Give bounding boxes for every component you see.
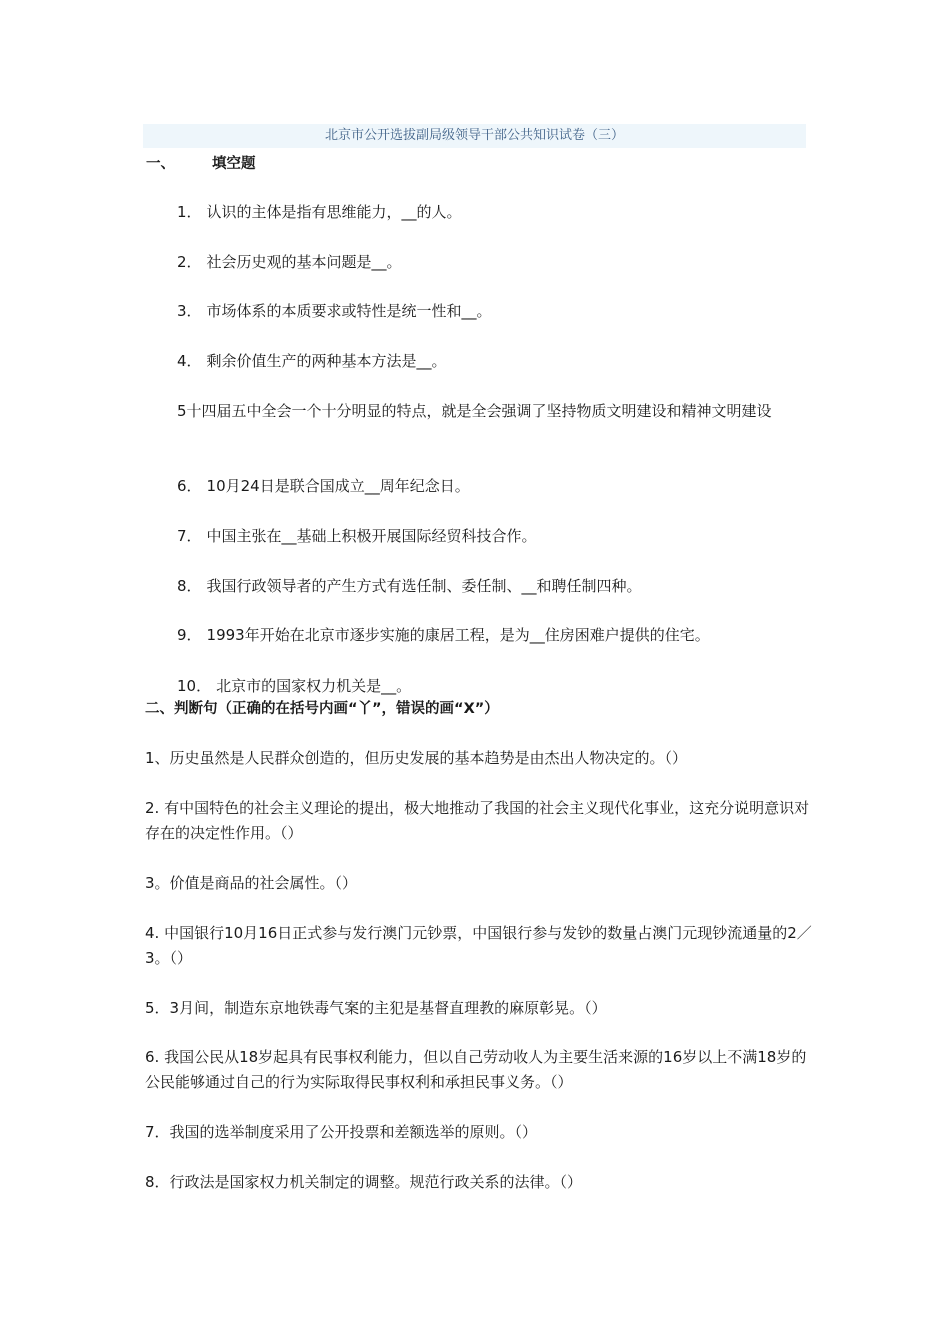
- question-text: 我国行政领导者的产生方式有选任制、委任制、__和聘任制四种。: [206, 577, 642, 595]
- fill-question-7: [177, 524, 817, 549]
- fill-question-9: [177, 623, 817, 648]
- question-number: 1．: [177, 203, 202, 221]
- judge-question-2: 2. 有中国特色的社会主义理论的提出，极大地推动了我国的社会主义现代化事业，这充分说明意识对存在的决定性作用。（）: [145, 799, 810, 842]
- question-number: 3．: [177, 302, 202, 320]
- fill-question-1: [177, 200, 817, 225]
- question-text: 10月24日是联合国成立__周年纪念日。: [206, 477, 470, 495]
- question-text: 剩余价值生产的两种基本方法是__。: [206, 352, 447, 370]
- judge-question-6: 6. 我国公民从18岁起具有民事权利能力，但以自己劳动收人为主要生活来源的16岁以上不满18岁的公民能够通过自己的行为实际取得民事权利和承担民事义务。（）: [145, 1048, 807, 1091]
- question-text: 中国主张在__基础上积极开展国际经贸科技合作。: [206, 527, 537, 545]
- question-number: 8．: [177, 577, 202, 595]
- question-number: 7．: [177, 527, 202, 545]
- judge-question-5: 5．3月间，制造东京地铁毒气案的主犯是基督直理教的麻原彰晃。（）: [145, 999, 607, 1017]
- question-number: 2．: [177, 253, 202, 271]
- question-number: 6．: [177, 477, 202, 495]
- judge-question-7: 7．我国的选举制度采用了公开投票和差额选举的原则。（）: [145, 1123, 538, 1141]
- question-number: 10．: [177, 677, 212, 695]
- fill-question-8: [177, 574, 817, 599]
- judge-question-3: 3。价值是商品的社会属性。（）: [145, 874, 358, 892]
- question-text: 北京市的国家权力机关是__。: [216, 677, 412, 695]
- section-1-title: 填空题: [212, 156, 256, 172]
- question-number: 4．: [177, 352, 202, 370]
- fill-question-10: [177, 674, 817, 699]
- question-text: 1993年开始在北京市逐步实施的康居工程，是为__住房困难户提供的住宅。: [206, 626, 710, 644]
- fill-question-2: [177, 250, 817, 275]
- document-title: 北京市公开选拔副局级领导干部公共知识试卷（三）: [143, 124, 806, 148]
- judge-question-1: 1、历史虽然是人民群众创造的，但历史发展的基本趋势是由杰出人物决定的。（）: [145, 749, 688, 767]
- question-text: 认识的主体是指有思维能力，__的人。: [206, 203, 462, 221]
- section-1-number: 一、: [146, 156, 175, 172]
- question-text: 5十四届五中全会一个十分明显的特点，就是全会强调了坚持物质文明建设和精神文明建设: [177, 402, 772, 420]
- fill-question-5: [177, 399, 811, 424]
- fill-question-4: [177, 349, 817, 374]
- question-text: 市场体系的本质要求或特性是统一性和__。: [206, 302, 492, 320]
- section-2-title: 二、判断句（正确的在括号内画“丫”，错误的画“X”）: [145, 701, 499, 717]
- question-number: 9．: [177, 626, 202, 644]
- judge-question-4: 4. 中国银行10月16日正式参与发行澳门元钞票，中国银行参与发钞的数量占澳门元现钞流通量的2／3。（）: [145, 924, 812, 967]
- judge-question-8: 8．行政法是国家权力机关制定的调整。规范行政关系的法律。（）: [145, 1173, 583, 1191]
- fill-question-3: [177, 299, 817, 324]
- question-text: 社会历史观的基本问题是__。: [206, 253, 402, 271]
- fill-question-6: [177, 474, 817, 499]
